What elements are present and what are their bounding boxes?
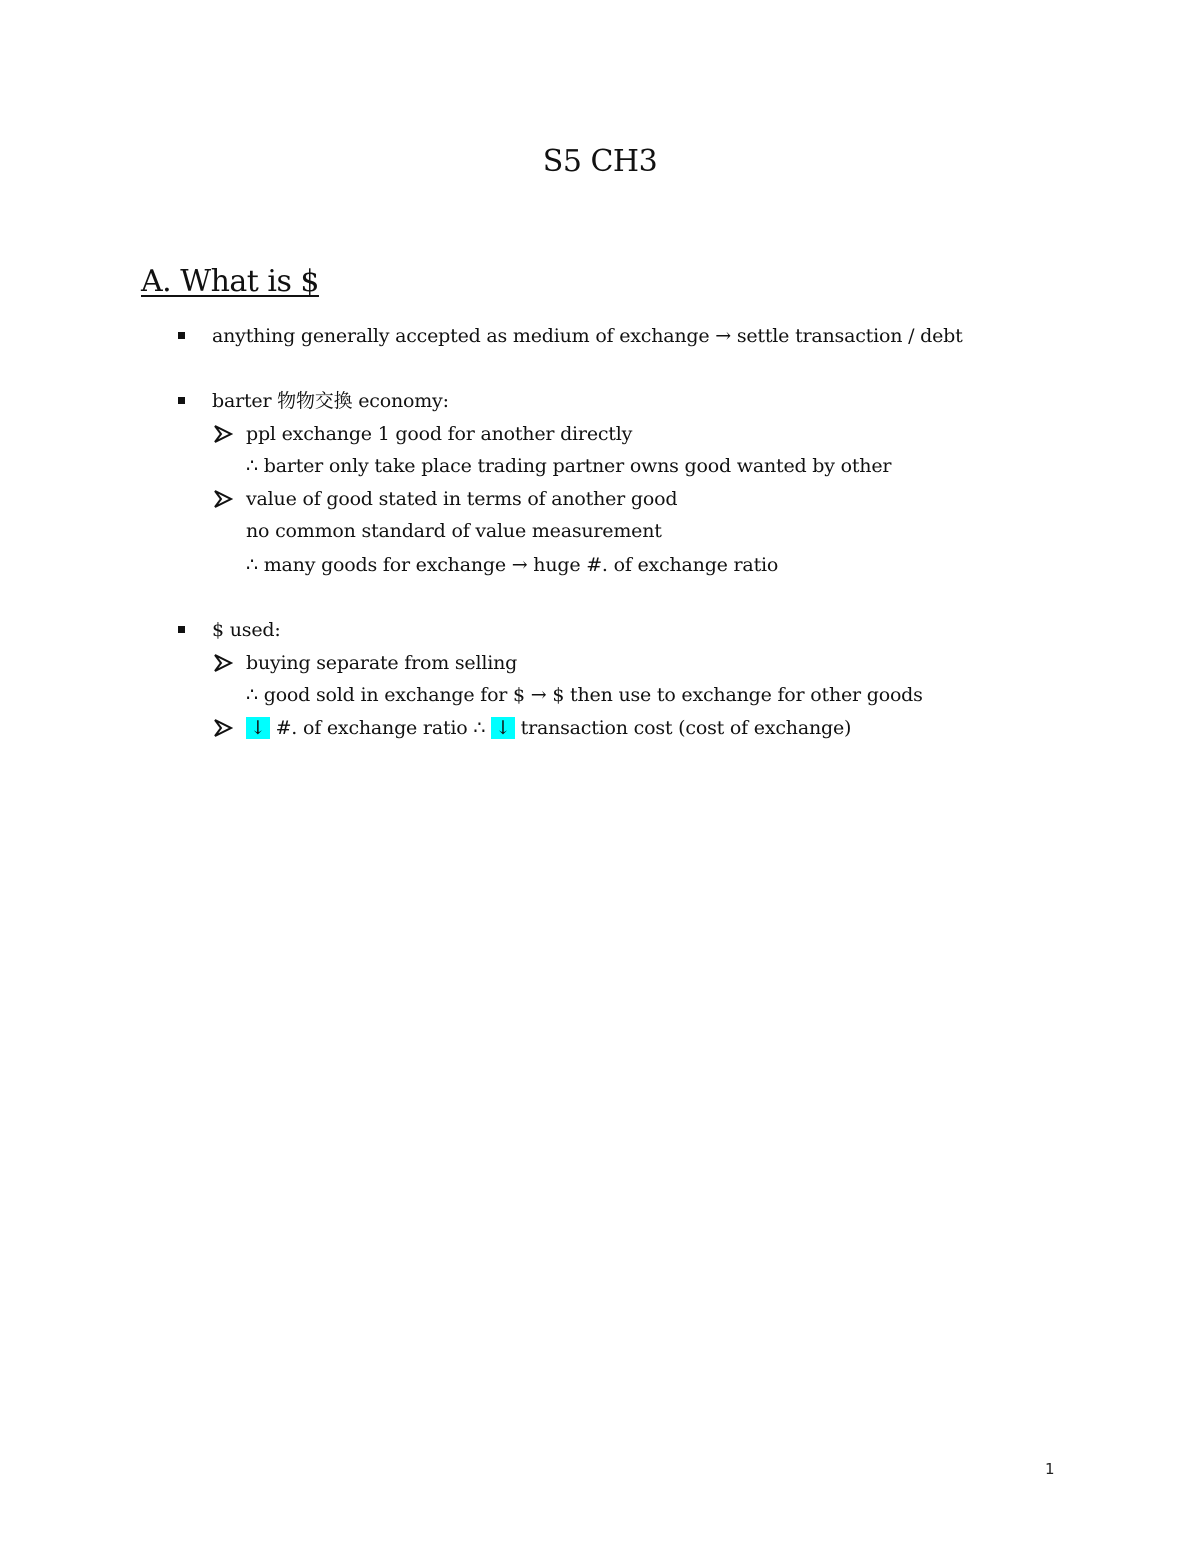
bullet-1-text: anything generally accepted as medium of exchange → settle transaction / debt: [212, 325, 963, 347]
arrowhead-bullet-icon: [213, 424, 233, 444]
bullet-2-sub-2-continuation-2: ∴ many goods for exchange → huge #. of exchange ratio: [246, 554, 779, 576]
bullet-3-sub-1-text: buying separate from selling: [246, 652, 518, 674]
arrowhead-bullet-icon: [213, 718, 233, 738]
down-arrow-highlight: ↓: [246, 717, 270, 739]
bullet-2-sub-1-continuation: ∴ barter only take place trading partner owns good wanted by other: [246, 455, 892, 477]
arrowhead-bullet-icon: [213, 653, 233, 673]
bullet-3-sub-1-continuation: ∴ good sold in exchange for $ → $ then use to exchange for other goods: [246, 684, 923, 706]
square-bullet-icon: [178, 626, 185, 633]
section-heading-a: A. What is $: [141, 264, 319, 299]
page-number: 1: [1045, 1460, 1055, 1478]
bullet-2-sub-2-continuation-1: no common standard of value measurement: [246, 520, 662, 542]
bullet-2-text: barter 物物交換 economy:: [212, 390, 449, 412]
down-arrow-highlight: ↓: [491, 717, 515, 739]
square-bullet-icon: [178, 332, 185, 339]
bullet-2-sub-2-text: value of good stated in terms of another good: [246, 488, 678, 510]
bullet-2-sub-1-text: ppl exchange 1 good for another directly: [246, 423, 633, 445]
bullet-3-sub-2-text-2: transaction cost (cost of exchange): [514, 717, 852, 739]
bullet-3-sub-2-line: [246, 714, 851, 742]
document-title: S5 CH3: [542, 144, 658, 179]
bullet-3-sub-2-text-1: #. of exchange ratio ∴: [269, 717, 492, 739]
arrowhead-bullet-icon: [213, 489, 233, 509]
square-bullet-icon: [178, 397, 185, 404]
bullet-3-text: $ used:: [212, 619, 281, 641]
